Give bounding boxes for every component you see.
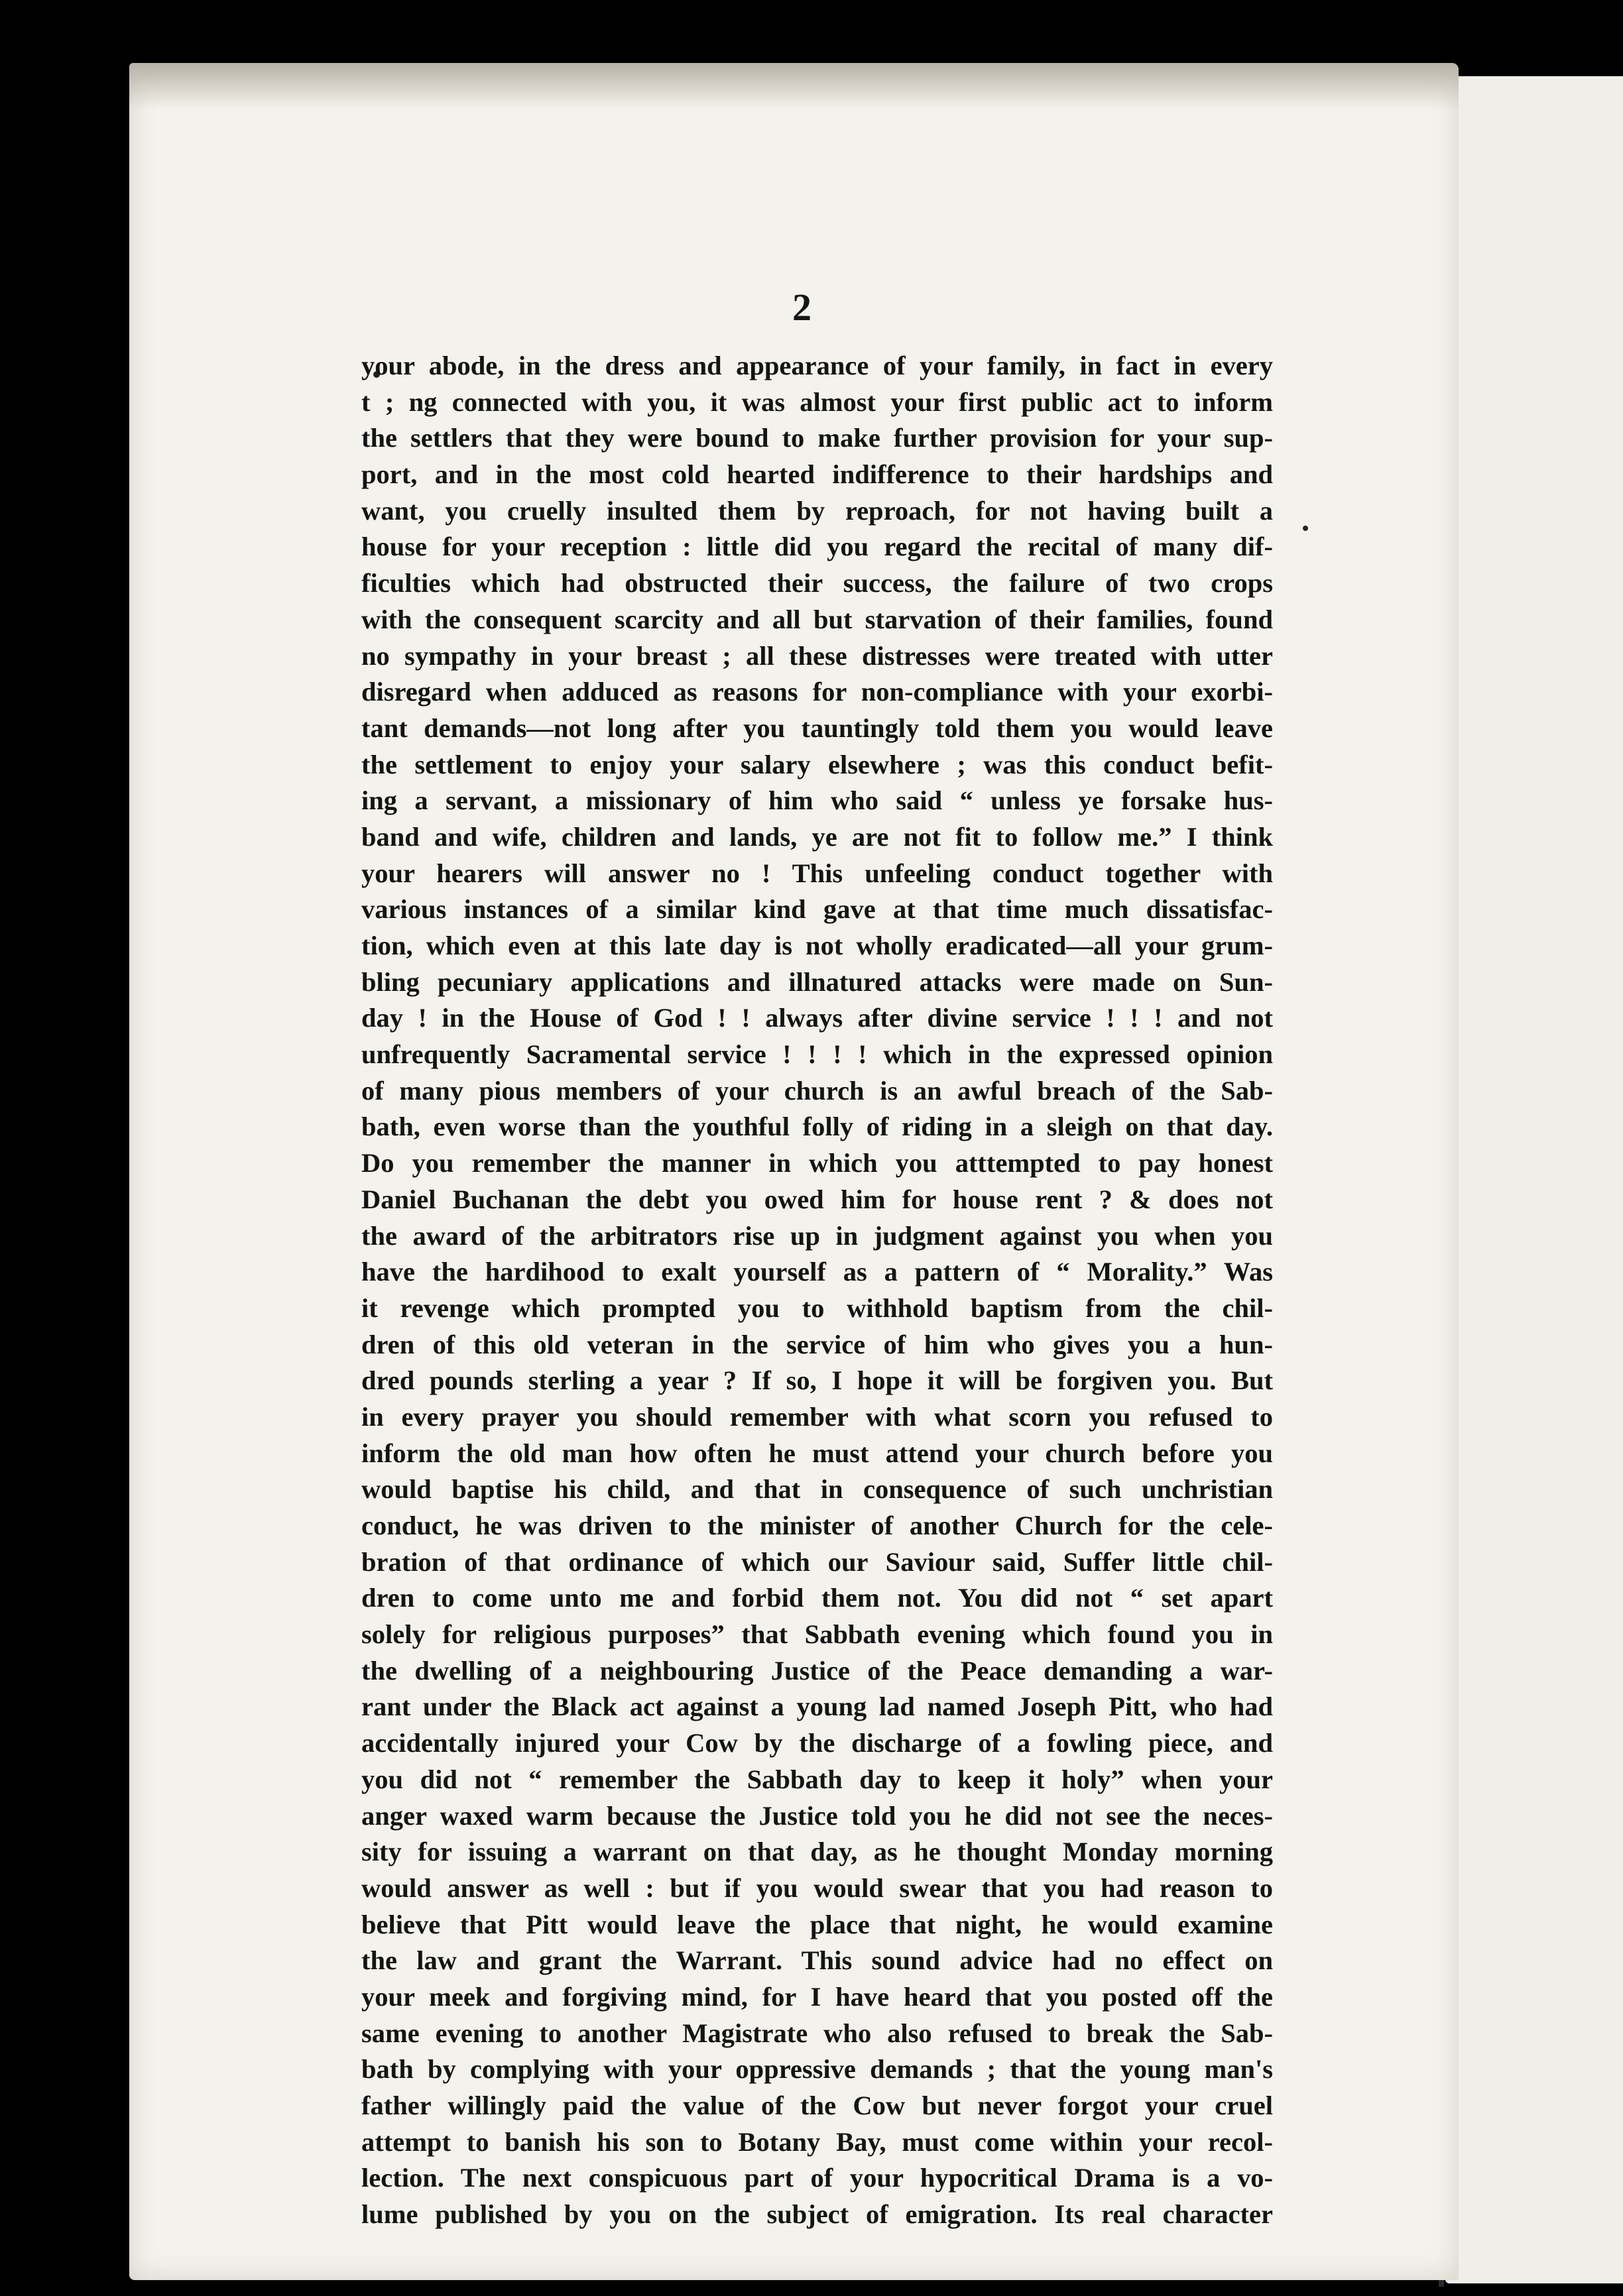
text-line: it revenge which prompted you to withhold baptism from the chil- — [361, 1292, 1273, 1323]
text-line: solely for religious purposes” that Sabbath evening which found you in — [361, 1619, 1273, 1650]
text-line: day ! in the House of God ! ! always after divine service ! ! ! and not — [361, 1003, 1273, 1033]
ink-speck — [1303, 526, 1308, 531]
text-line: Daniel Buchanan the debt you owed him for house rent ? & does not — [361, 1184, 1273, 1214]
text-line: ficulties which had obstructed their success, the failure of two crops — [361, 568, 1273, 599]
text-line: lection. The next conspicuous part of your hypocritical Drama is a vo- — [361, 2163, 1273, 2193]
text-line: the settlement to enjoy your salary elsewhere ; was this conduct befit- — [361, 749, 1273, 779]
text-line: in every prayer you should remember with what scorn you refused to — [361, 1401, 1273, 1432]
text-line: would answer as well : but if you would swear that you had reason to — [361, 1872, 1273, 1903]
text-line: you did not “ remember the Sabbath day to keep it holy” when your — [361, 1764, 1273, 1794]
text-line: band and wife, children and lands, ye are not fit to follow me.” I think — [361, 821, 1273, 852]
text-line: house for your reception : little did you regard the recital of many dif- — [361, 532, 1273, 562]
text-line: ing a servant, a missionary of him who said “ unless ye forsake hus- — [361, 785, 1273, 816]
text-line: would baptise his child, and that in consequence of such unchristian — [361, 1474, 1273, 1505]
text-line: tant demands—not long after you tauntingly told them you would leave — [361, 713, 1273, 743]
text-line: with the consequent scarcity and all but starvation of their families, found — [361, 604, 1273, 634]
text-line: sity for issuing a warrant on that day, as he thought Monday morning — [361, 1837, 1273, 1867]
text-line: of many pious members of your church is an awful breach of the Sab- — [361, 1075, 1273, 1106]
text-line: dren of this old veteran in the service of him who gives you a hun- — [361, 1329, 1273, 1359]
page-number: 2 — [792, 286, 812, 329]
text-line: want, you cruelly insulted them by reproach, for not having built a — [361, 495, 1273, 526]
text-line: inform the old man how often he must attend your church before you — [361, 1438, 1273, 1468]
text-line: unfrequently Sacramental service ! ! ! ! which in the expressed opinion — [361, 1039, 1273, 1070]
text-line: rant under the Black act against a young lad named Joseph Pitt, who had — [361, 1692, 1273, 1722]
text-line: port, and in the most cold hearted indifference to their hardships and — [361, 459, 1273, 490]
text-line: bath by complying with your oppressive demands ; that the young man's — [361, 2054, 1273, 2085]
text-line: various instances of a similar kind gave at that time much dissatisfac- — [361, 894, 1273, 925]
text-line: dred pounds sterling a year ? If so, I hope it will be forgiven you. But — [361, 1365, 1273, 1396]
text-line: conduct, he was driven to the minister of another Church for the cele- — [361, 1511, 1273, 1540]
text-line: the settlers that they were bound to make further provision for your sup- — [361, 423, 1273, 453]
text-line: same evening to another Magistrate who also refused to break the Sab- — [361, 2018, 1273, 2048]
text-line: t ; ng connected with you, it was almost your first public act to inform — [361, 386, 1273, 417]
text-line: father willingly paid the value of the Cow but never forgot your cruel — [361, 2091, 1273, 2120]
text-line: no sympathy in your breast ; all these distresses were treated with utter — [361, 640, 1273, 671]
text-line: bath, even worse than the youthful folly of riding in a sleigh on that day. — [361, 1112, 1273, 1142]
text-line: the award of the arbitrators rise up in judgment against you when you — [361, 1220, 1273, 1251]
text-line: accidentally injured your Cow by the discharge of a fowling piece, and — [361, 1728, 1273, 1758]
text-line: disregard when adduced as reasons for non-compliance with your exorbi- — [361, 677, 1273, 707]
text-line: your abode, in the dress and appearance of your family, in fact in every — [361, 351, 1273, 380]
text-line: bling pecuniary applications and illnatured attacks were made on Sun- — [361, 966, 1273, 997]
text-line: the law and grant the Warrant. This sound advice had no effect on — [361, 1945, 1273, 1976]
text-line: dren to come unto me and forbid them not. You did not “ set apart — [361, 1583, 1273, 1613]
page-worn-edge — [129, 63, 1459, 109]
text-line: your meek and forgiving mind, for I have heard that you posted off the — [361, 1981, 1273, 2012]
text-line: Do you remember the manner in which you atttempted to pay honest — [361, 1148, 1273, 1178]
body-text — [361, 348, 1273, 2233]
adjacent-page-margin — [1445, 76, 1623, 2283]
text-line: attempt to banish his son to Botany Bay, must come within your recol- — [361, 2126, 1273, 2157]
text-line: your hearers will answer no ! This unfeeling conduct together with — [361, 858, 1273, 888]
text-line: the dwelling of a neighbouring Justice of the Peace demanding a war- — [361, 1655, 1273, 1686]
text-line: anger waxed warm because the Justice told you he did not see the neces- — [361, 1800, 1273, 1831]
text-line: believe that Pitt would leave the place that night, he would examine — [361, 1909, 1273, 1939]
text-line: bration of that ordinance of which our Saviour said, Suffer little chil- — [361, 1546, 1273, 1577]
text-line: have the hardihood to exalt yourself as a pattern of “ Morality.” Was — [361, 1257, 1273, 1287]
text-line: tion, which even at this late day is not wholly eradicated—all your grum- — [361, 931, 1273, 960]
text-line: lume published by you on the subject of emigration. Its real character — [361, 2199, 1273, 2230]
